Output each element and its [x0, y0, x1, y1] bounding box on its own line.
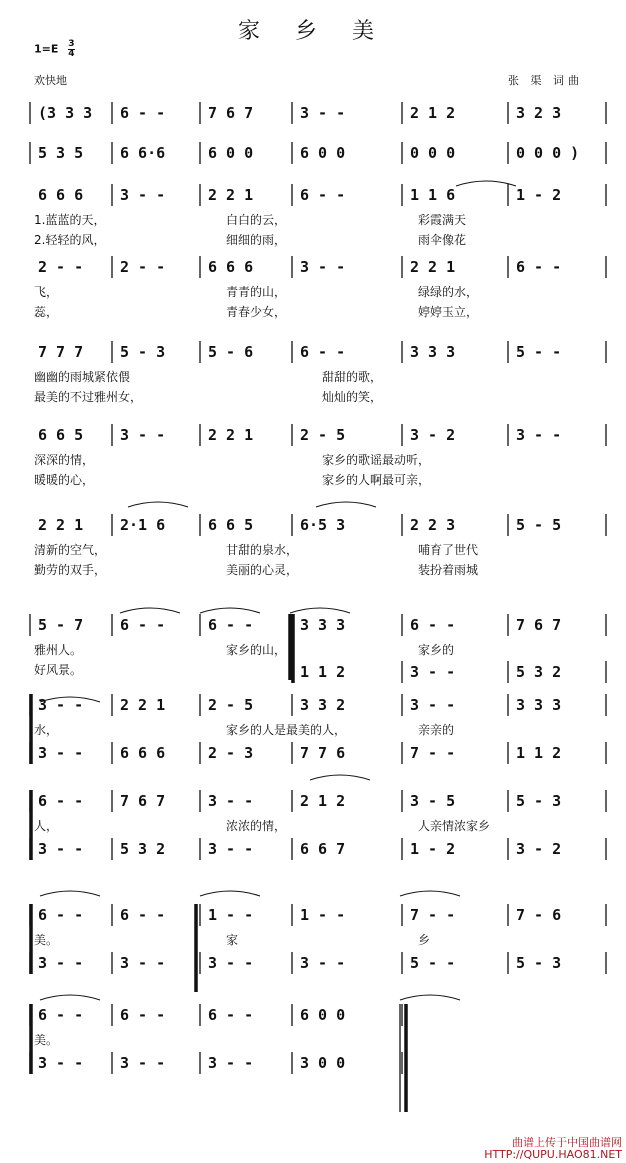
- slur-mark: [120, 608, 180, 613]
- lyric-text: 装扮着雨城: [418, 563, 479, 577]
- note-group: 6 - -: [38, 906, 84, 924]
- note-group: 1 - 2: [516, 186, 562, 204]
- lyric-text: 最美的不过雅州女，: [34, 390, 143, 404]
- note-group: 2 - 5: [300, 426, 346, 444]
- note-group: 3 - 5: [410, 792, 456, 810]
- note-group: 2 - 5: [208, 696, 254, 714]
- lyric-text: 浓浓的情，: [226, 819, 287, 833]
- lyric-text: 人，: [34, 819, 59, 833]
- footer-watermark: 曲谱上传于中国曲谱网 HTTP://QUPU.HAO81.NET: [484, 1136, 622, 1161]
- lower-note-group: 2 - 3: [208, 744, 254, 762]
- lyric-text: 飞，: [34, 285, 59, 299]
- time-signature-bottom: 4: [68, 49, 75, 59]
- note-group: 3 - -: [516, 426, 562, 444]
- lower-note-group: 6 6 6: [120, 744, 166, 762]
- key-label: 1=E: [34, 42, 59, 56]
- note-group: 1 1 6: [410, 186, 456, 204]
- lyric-text: 深深的情，: [34, 453, 95, 467]
- note-group: 6 - -: [410, 616, 456, 634]
- credit-line: 张 渠 词曲: [508, 74, 583, 87]
- lower-note-group: 3 - -: [410, 663, 456, 681]
- slur-mark: [400, 995, 460, 1000]
- note-group: 3 3 3: [516, 696, 562, 714]
- lyric-text: 好风景。: [34, 663, 83, 677]
- lyric-text: 雅州人。: [34, 643, 83, 657]
- note-group: 5 - 5: [516, 516, 562, 534]
- note-group: 1 - -: [208, 906, 254, 924]
- lower-note-group: 5 - -: [410, 954, 456, 972]
- lower-note-group: 3 - -: [300, 954, 346, 972]
- note-group: 6 - -: [120, 1006, 166, 1024]
- note-group: 3 3 3: [300, 616, 346, 634]
- note-group: 7 6 7: [516, 616, 562, 634]
- slur-mark: [200, 608, 260, 613]
- note-group: 3 - -: [300, 258, 346, 276]
- note-group: 5 - 3: [120, 343, 166, 361]
- lyric-text: 人亲情浓家乡: [418, 819, 491, 833]
- note-group: 3 - -: [38, 696, 84, 714]
- lyric-text: 青青的山，: [226, 285, 287, 299]
- lyric-text: 水，: [34, 723, 59, 737]
- note-group: 0 0 0: [410, 144, 456, 162]
- slur-mark: [200, 891, 260, 896]
- lower-note-group: 1 - 2: [410, 840, 456, 858]
- lyric-text: 哺育了世代: [418, 543, 479, 557]
- lyric-text: 婷婷玉立，: [418, 305, 479, 319]
- note-group: 2 - -: [38, 258, 84, 276]
- lower-note-group: 5 - 3: [516, 954, 562, 972]
- note-group: 7 7 7: [38, 343, 84, 361]
- note-group: 6 - -: [120, 906, 166, 924]
- slur-mark: [128, 502, 188, 507]
- lyric-text: 2.轻轻的风，: [34, 233, 106, 247]
- note-group: 6 - -: [38, 1006, 84, 1024]
- song-title: 家 乡 美: [238, 19, 388, 44]
- slur-mark: [316, 502, 376, 507]
- lyric-text: 绿绿的水，: [418, 285, 479, 299]
- lyric-text: 灿灿的笑，: [322, 390, 383, 404]
- note-group: 3 - -: [410, 696, 456, 714]
- lyric-text: 家乡的歌谣最动听，: [322, 453, 431, 467]
- note-group: 3 3 2: [300, 696, 346, 714]
- lower-note-group: 1 1 2: [300, 663, 346, 681]
- note-group: 7 - -: [410, 906, 456, 924]
- note-group: 2 2 1: [208, 426, 254, 444]
- note-group: 6 6 6: [38, 186, 84, 204]
- note-group: 6 - -: [300, 343, 346, 361]
- note-group: 5 - 3: [516, 792, 562, 810]
- lower-note-group: 5 3 2: [516, 663, 562, 681]
- lower-note-group: 3 - -: [38, 954, 84, 972]
- lower-note-group: 3 - -: [208, 954, 254, 972]
- note-group: 0 0 0 ): [516, 144, 580, 162]
- lyric-text: 美丽的心灵，: [226, 563, 299, 577]
- lyric-text: 青春少女，: [226, 305, 287, 319]
- note-group: 6 - -: [120, 104, 166, 122]
- slur-mark: [310, 775, 370, 780]
- lyric-text: 勤劳的双手，: [34, 563, 107, 577]
- slur-mark: [400, 891, 460, 896]
- lyric-text: 美。: [34, 933, 59, 947]
- note-group: 3 2 3: [516, 104, 562, 122]
- lower-note-group: 3 0 0: [300, 1054, 346, 1072]
- note-group: 6 - -: [38, 792, 84, 810]
- lower-note-group: 6 6 7: [300, 840, 346, 858]
- note-group: 6 0 0: [300, 1006, 346, 1024]
- note-group: 6 6 5: [38, 426, 84, 444]
- note-group: 3 - 2: [410, 426, 456, 444]
- note-group: 7 - 6: [516, 906, 562, 924]
- lyric-text: 家乡的山，: [226, 643, 287, 657]
- lower-note-group: 7 7 6: [300, 744, 346, 762]
- lower-note-group: 3 - -: [120, 954, 166, 972]
- note-group: 5 - 6: [208, 343, 254, 361]
- note-group: 6·5 3: [300, 516, 346, 534]
- lyric-text: 彩霞满天: [418, 213, 467, 227]
- lyric-text: 乡: [418, 933, 431, 947]
- lyric-text: 幽幽的雨城紧依偎: [34, 370, 131, 384]
- note-group: (3 3 3: [38, 104, 93, 122]
- lyric-text: 家乡的人啊最可亲，: [322, 473, 431, 487]
- time-signature-top: 3: [68, 39, 75, 49]
- lyric-text: 暖暖的心，: [34, 473, 95, 487]
- note-group: 5 3 5: [38, 144, 84, 162]
- note-group: 5 - 7: [38, 616, 84, 634]
- slur-mark: [290, 608, 350, 613]
- lower-note-group: 1 1 2: [516, 744, 562, 762]
- note-group: 6 0 0: [208, 144, 254, 162]
- note-group: 2 2 1: [208, 186, 254, 204]
- note-group: 2 2 3: [410, 516, 456, 534]
- slur-mark: [456, 181, 516, 186]
- lower-note-group: 3 - -: [208, 840, 254, 858]
- tempo-marking: 欢快地: [34, 74, 67, 87]
- note-group: 2 2 1: [120, 696, 166, 714]
- note-group: 3 3 3: [410, 343, 456, 361]
- note-group: 6 6 6: [208, 258, 254, 276]
- note-group: 2 1 2: [410, 104, 456, 122]
- note-group: 6 - -: [516, 258, 562, 276]
- note-group: 6 6 5: [208, 516, 254, 534]
- note-group: 1 - -: [300, 906, 346, 924]
- note-group: 6 6·6: [120, 144, 166, 162]
- lyric-text: 亲亲的: [418, 723, 455, 737]
- lyric-text: 美。: [34, 1033, 59, 1047]
- lyric-text: 清新的空气，: [34, 543, 107, 557]
- note-group: 6 - -: [208, 1006, 254, 1024]
- note-group: 6 - -: [120, 616, 166, 634]
- note-group: 7 6 7: [208, 104, 254, 122]
- lower-note-group: 7 - -: [410, 744, 456, 762]
- note-group: 6 - -: [300, 186, 346, 204]
- lower-note-group: 3 - -: [38, 840, 84, 858]
- note-group: 7 6 7: [120, 792, 166, 810]
- lyric-text: 甘甜的泉水，: [226, 543, 299, 557]
- note-group: 5 - -: [516, 343, 562, 361]
- lyric-text: 家乡的: [418, 643, 455, 657]
- note-group: 3 - -: [120, 186, 166, 204]
- note-group: 2 2 1: [38, 516, 84, 534]
- note-group: 2 2 1: [410, 258, 456, 276]
- lower-note-group: 3 - -: [208, 1054, 254, 1072]
- lyric-text: 雨伞像花: [418, 233, 467, 247]
- lyric-text: 家: [226, 933, 239, 947]
- slur-mark: [40, 891, 100, 896]
- lyric-text: 1.蓝蓝的天，: [34, 213, 106, 227]
- note-group: 3 - -: [208, 792, 254, 810]
- note-group: 2 - -: [120, 258, 166, 276]
- note-group: 2·1 6: [120, 516, 166, 534]
- lower-note-group: 3 - -: [38, 744, 84, 762]
- lyric-text: 细细的雨，: [226, 233, 287, 247]
- note-group: 6 0 0: [300, 144, 346, 162]
- lyric-text: 蕊，: [34, 305, 59, 319]
- lyric-text: 家乡的人是最美的人，: [226, 723, 347, 737]
- note-group: 3 - -: [300, 104, 346, 122]
- lyric-text: 甜甜的歌，: [322, 370, 383, 384]
- note-group: 6 - -: [208, 616, 254, 634]
- lower-note-group: 5 3 2: [120, 840, 166, 858]
- note-group: 3 - -: [120, 426, 166, 444]
- lower-note-group: 3 - -: [120, 1054, 166, 1072]
- note-group: 2 1 2: [300, 792, 346, 810]
- slur-mark: [40, 995, 100, 1000]
- lower-note-group: 3 - -: [38, 1054, 84, 1072]
- lower-note-group: 3 - 2: [516, 840, 562, 858]
- lyric-text: 白白的云，: [226, 213, 287, 227]
